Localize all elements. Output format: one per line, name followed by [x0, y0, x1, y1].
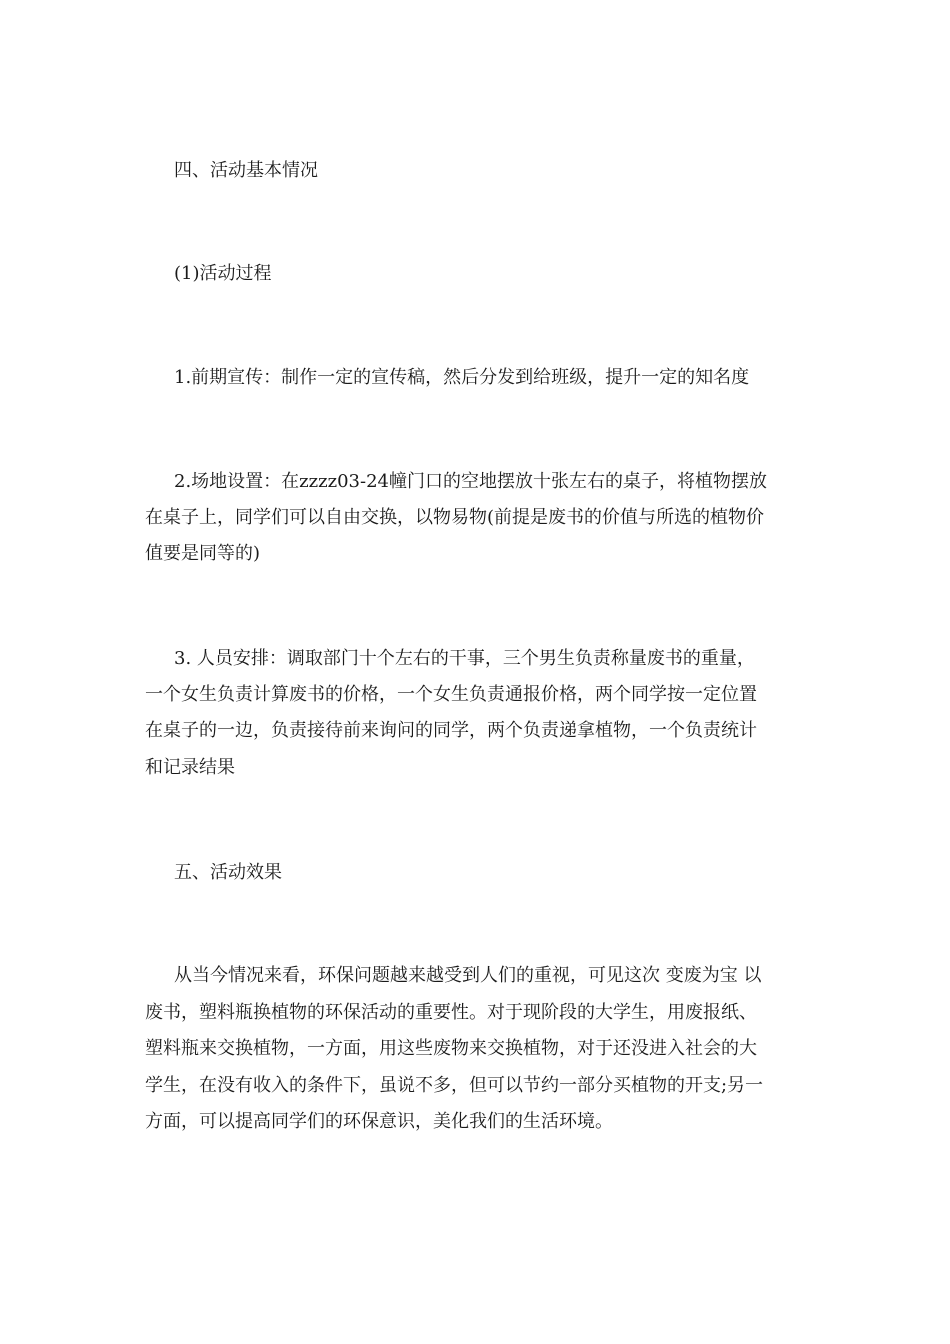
item-1-publicity: 1.前期宣传：制作一定的宣传稿，然后分发到给班级，提升一定的知名度 — [174, 367, 750, 388]
item-2-venue-line-1: 2.场地设置：在zzzz03-24幢门口的空地摆放十张左右的桌子，将植物摆放 — [174, 471, 767, 492]
item-3-staffing-line-4: 和记录结果 — [145, 757, 235, 778]
item-3-staffing-line-2: 一个女生负责计算废书的价格，一个女生负责通报价格，两个同学按一定位置 — [145, 684, 757, 705]
subsection-heading-activity-process: (1)活动过程 — [174, 263, 272, 284]
item-3-staffing-line-1: 3. 人员安排：调取部门十个左右的干事，三个男生负责称量废书的重量， — [174, 648, 755, 669]
effect-paragraph-line-1: 从当今情况来看，环保问题越来越受到人们的重视，可见这次 变废为宝 以 — [174, 965, 762, 986]
effect-paragraph-line-4: 学生，在没有收入的条件下，虽说不多，但可以节约一部分买植物的开支;另一 — [145, 1075, 764, 1096]
effect-paragraph-line-2: 废书，塑料瓶换植物的环保活动的重要性。对于现阶段的大学生，用废报纸、 — [145, 1002, 757, 1023]
item-2-venue-line-2: 在桌子上，同学们可以自由交换，以物易物(前提是废书的价值与所选的植物价 — [145, 507, 765, 528]
effect-paragraph-line-5: 方面，可以提高同学们的环保意识，美化我们的生活环境。 — [145, 1111, 613, 1132]
section-heading-activity-overview: 四、活动基本情况 — [174, 160, 318, 181]
effect-paragraph-line-3: 塑料瓶来交换植物，一方面，用这些废物来交换植物，对于还没进入社会的大 — [145, 1038, 757, 1059]
item-3-staffing-line-3: 在桌子的一边，负责接待前来询问的同学，两个负责递拿植物，一个负责统计 — [145, 720, 757, 741]
section-heading-activity-effect: 五、活动效果 — [174, 862, 282, 883]
item-2-venue-line-3: 值要是同等的) — [145, 543, 261, 564]
